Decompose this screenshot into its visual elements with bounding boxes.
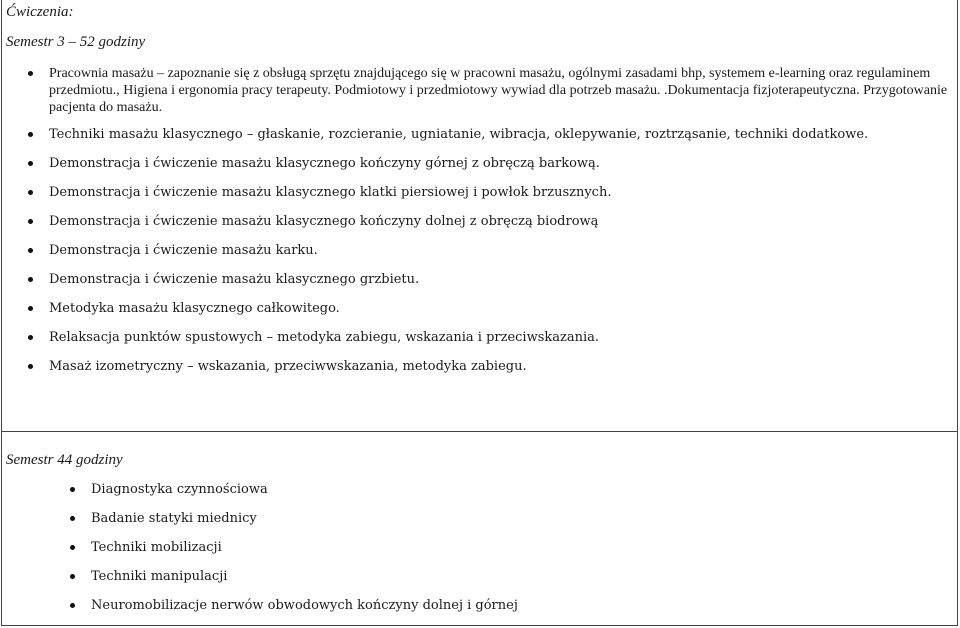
bullet-icon [70,545,75,550]
list-item-text: Diagnostyka czynnościowa [91,482,268,497]
bullet-icon [28,277,33,282]
bullet-icon [28,190,33,195]
bullet-icon [28,219,33,224]
list-item [70,481,930,498]
bullet-icon [28,248,33,253]
list-item-text: Techniki mobilizacji [91,540,222,555]
list-item-text: Techniki manipulacji [91,569,228,584]
list-item [28,300,948,317]
list-item-text: Neuromobilizacje nerwów obwodowych kończyny dolnej i górnej [91,598,518,613]
list-item [28,126,948,143]
exercise-list [28,65,948,387]
list-item-text: Metodyka masażu klasycznego całkowitego. [49,301,340,316]
list-item-text: Pracownia masażu – zapoznanie się z obsługą sprzętu znajdującego się w pracowni masażu, ogólnymi zasadami bhp, systemem e-learning oraz regulaminem przedmiotu., Higiena i ergonomia pracy terapeuty. Podmiotowy i przedmiotowy wywiad dla potrzeb masażu. .Dokumentacja fizjoterapeutyczna. Przygotowanie pacjenta do masażu. [49,66,948,115]
bullet-icon [70,603,75,608]
semester-heading: Semestr 44 godziny [6,452,123,468]
bullet-icon [70,487,75,492]
bullet-icon [28,71,33,76]
list-item-text: Demonstracja i ćwiczenie masażu karku. [49,243,318,258]
list-item [28,155,948,172]
list-item [28,184,948,201]
semester-heading: Semestr 3 – 52 godziny [6,34,146,50]
list-item-text: Badanie statyki miednicy [91,511,257,526]
list-item-text: Demonstracja i ćwiczenie masażu klasycznego klatki piersiowej i powłok brzusznych. [49,185,612,200]
list-item [28,65,948,116]
list-item-text: Demonstracja i ćwiczenie masażu klasycznego kończyny górnej z obręczą barkową. [49,156,600,171]
bullet-icon [28,335,33,340]
list-item-text: Relaksacja punktów spustowych – metodyka zabiegu, wskazania i przeciwskazania. [49,330,600,345]
list-item [70,539,930,556]
list-item [28,271,948,288]
exercise-list [70,481,930,626]
list-item-text: Techniki masażu klasycznego – głaskanie, rozcieranie, ugniatanie, wibracja, oklepywanie, roztrząsanie, techniki dodatkowe. [49,127,869,142]
list-item [28,213,948,230]
list-item [70,510,930,527]
list-item [70,568,930,585]
bullet-icon [28,161,33,166]
list-item [28,358,948,375]
bullet-icon [28,132,33,137]
list-item-text: Demonstracja i ćwiczenie masażu klasycznego grzbietu. [49,272,420,287]
section-title: Ćwiczenia: [6,4,74,20]
list-item-text: Demonstracja i ćwiczenie masażu klasycznego kończyny dolnej z obręczą biodrową [49,214,599,229]
bullet-icon [28,364,33,369]
list-item [70,597,930,614]
list-item [28,242,948,259]
table-row-divider [1,431,958,432]
bullet-icon [70,516,75,521]
bullet-icon [28,306,33,311]
list-item-text: Masaż izometryczny – wskazania, przeciwwskazania, metodyka zabiegu. [49,359,527,374]
list-item [28,329,948,346]
bullet-icon [70,574,75,579]
